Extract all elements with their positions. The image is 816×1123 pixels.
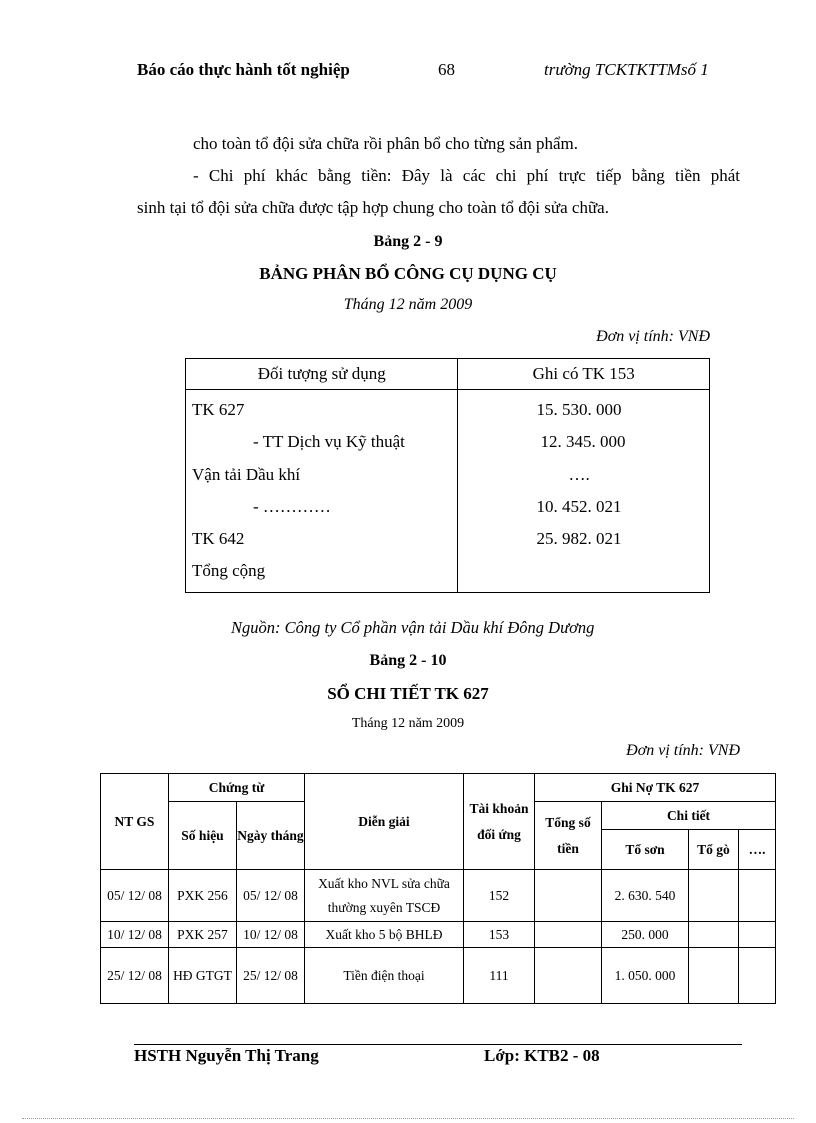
cell-tong: [535, 922, 602, 948]
table-row: - TT Dịch vụ Kỹ thuật: [253, 432, 405, 452]
table-row: 15. 530. 000: [536, 400, 622, 419]
table-row: TK 642: [192, 529, 245, 549]
header-ngay-thang: Ngày tháng: [237, 802, 305, 870]
header-tk-doi-ung: Tài khoản đối ứng: [464, 774, 535, 870]
table-row: Tổng cộng: [192, 561, 266, 581]
header-to-go: Tổ gò: [689, 830, 739, 870]
header-more: ….: [739, 830, 776, 870]
table1-title: BẢNG PHÂN BỔ CÔNG CỤ DỤNG CỤ: [259, 264, 557, 283]
page-bottom-border: [22, 1118, 794, 1119]
cell-more: [739, 948, 776, 1004]
paragraph-line: cho toàn tổ đội sửa chữa rồi phân bổ cho từng sản phẩm.: [193, 134, 579, 153]
table-row: 12. 345. 000: [540, 432, 626, 452]
table1-unit: Đơn vị tính: VNĐ: [596, 328, 710, 345]
header-so-hieu: Số hiệu: [169, 802, 237, 870]
table-row: - …………: [253, 496, 331, 516]
cell-so-hieu: PXK 256: [169, 870, 237, 922]
table2-period: Tháng 12 năm 2009: [351, 716, 465, 731]
table-row: TK 627: [192, 400, 245, 419]
table-row: 10. 452. 021: [536, 496, 622, 516]
page-number: 68: [438, 60, 455, 79]
table-row: [101, 870, 776, 922]
column-header: Ghi có TK 153: [458, 359, 710, 390]
cell-to-son: 250. 000: [602, 922, 689, 948]
table2-label: Bảng 2 - 10: [369, 652, 447, 669]
cell-dien-giai: Tiền điện thoại: [305, 948, 464, 1004]
table-row: 25. 982. 021: [536, 529, 622, 549]
cell-to-son: 2. 630. 540: [602, 870, 689, 922]
allocation-table: [185, 358, 710, 593]
header-chung-tu: Chứng từ: [169, 774, 305, 802]
cell-dien-giai: Xuất kho 5 bộ BHLĐ: [305, 922, 464, 948]
cell-tong: [535, 870, 602, 922]
usage-object-cell: [186, 390, 458, 593]
cell-ngay: 10/ 12/ 08: [237, 922, 305, 948]
table2-title: SỔ CHI TIẾT TK 627: [327, 684, 489, 703]
header-to-son: Tổ sơn: [602, 830, 689, 870]
table-header-row: [186, 359, 710, 390]
table1-source: Nguồn: Công ty Cổ phần vận tải Dầu khí Đông Dương: [231, 618, 595, 637]
table-row: ….: [568, 464, 590, 484]
cell-to-go: [689, 922, 739, 948]
table-row: Vận tải Dầu khí: [192, 464, 301, 484]
header-dien-giai: Diễn giải: [305, 774, 464, 870]
cell-more: [739, 870, 776, 922]
cell-nt: 10/ 12/ 08: [101, 922, 169, 948]
table1-label: Bảng 2 - 9: [373, 233, 443, 250]
table-row: [458, 555, 709, 587]
cell-to-go: [689, 870, 739, 922]
cell-tong: [535, 948, 602, 1004]
cell-more: [739, 922, 776, 948]
cell-so-hieu: PXK 257: [169, 922, 237, 948]
credit-amount-cell: [458, 390, 710, 593]
header-ghi-no: Ghi Nợ TK 627: [535, 774, 776, 802]
cell-ngay: 05/ 12/ 08: [237, 870, 305, 922]
header-school: trường TCKTKTTMsố 1: [544, 60, 709, 79]
column-header: Đối tượng sử dụng: [186, 359, 458, 390]
cell-tk: 153: [464, 922, 535, 948]
header-report-title: Báo cáo thực hành tốt nghiệp: [137, 60, 350, 79]
cell-to-son: 1. 050. 000: [602, 948, 689, 1004]
table-row: [101, 948, 776, 1004]
ledger-table: [100, 773, 776, 1004]
header-tong-so-tien: Tổng số tiền: [535, 802, 602, 870]
paragraph-line: - Chi phí khác bằng tiền: Đây là các chi phí trực tiếp bằng tiền phát: [193, 166, 740, 185]
table-body: [186, 390, 710, 593]
footer-author: HSTH Nguyễn Thị Trang: [134, 1046, 319, 1065]
cell-to-go: [689, 948, 739, 1004]
paragraph-line: sinh tại tổ đội sửa chữa được tập hợp chung cho toàn tổ đội sửa chữa.: [137, 198, 609, 217]
cell-nt: 05/ 12/ 08: [101, 870, 169, 922]
header-chi-tiet: Chi tiết: [602, 802, 776, 830]
header-nt-gs: NT GS: [101, 774, 169, 870]
footer-class: Lớp: KTB2 - 08: [484, 1046, 600, 1065]
cell-tk: 152: [464, 870, 535, 922]
table1-period: Tháng 12 năm 2009: [343, 296, 473, 313]
cell-ngay: 25/ 12/ 08: [237, 948, 305, 1004]
table-row: [101, 922, 776, 948]
table2-unit: Đơn vị tính: VNĐ: [626, 742, 740, 759]
cell-tk: 111: [464, 948, 535, 1004]
cell-so-hieu: HĐ GTGT: [169, 948, 237, 1004]
footer-divider: [134, 1044, 742, 1045]
cell-dien-giai: Xuất kho NVL sửa chữa thường xuyên TSCĐ: [305, 870, 464, 922]
cell-nt: 25/ 12/ 08: [101, 948, 169, 1004]
